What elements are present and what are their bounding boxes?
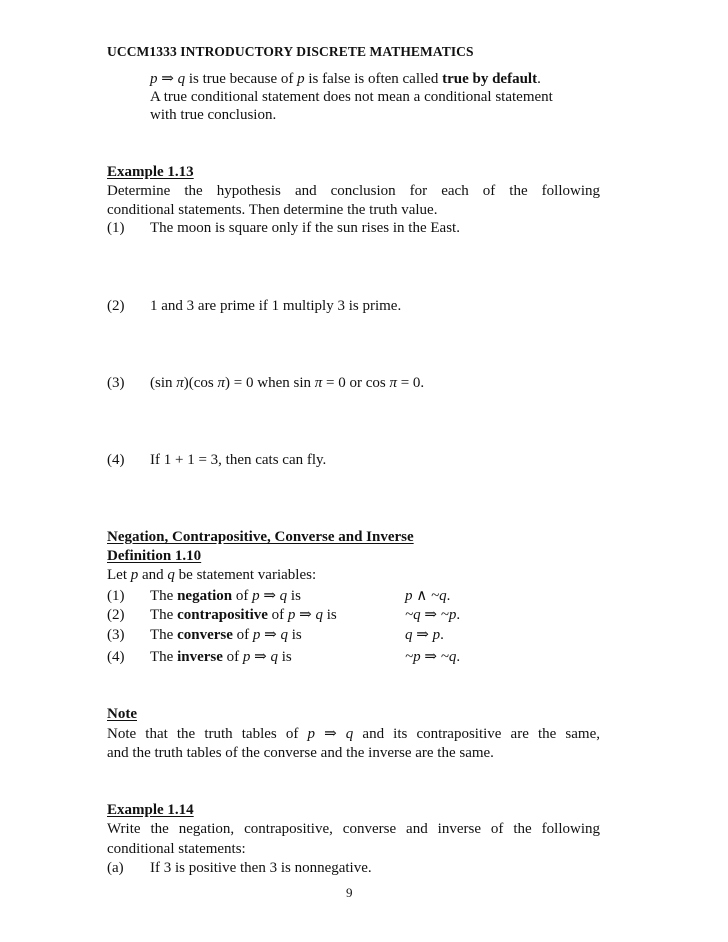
page-number: 9: [346, 885, 353, 900]
section-title: Negation, Contrapositive, Converse and Inverse: [107, 529, 414, 545]
definition-let-line: Let p and q be statement variables:: [107, 567, 317, 583]
example-113-title: Example 1.13: [107, 164, 194, 180]
example-114-line-2: conditional statements:: [107, 841, 246, 857]
example-114-line-1: Write the negation, contrapositive, converse and inverse of the following: [107, 821, 600, 837]
note-line-1: Note that the truth tables of p ⇒ q and its contrapositive are the same,: [107, 726, 600, 742]
definition-110-title: Definition 1.10: [107, 548, 202, 564]
note-line-2: and the truth tables of the converse and the inverse are the same.: [107, 745, 494, 761]
intro-line-1: p ⇒ q is true because of p is false is often called true by default.: [150, 71, 541, 87]
intro-line-3: with true conclusion.: [150, 107, 277, 123]
note-title: Note: [107, 706, 137, 722]
example-113-line-2: conditional statements. Then determine the truth value.: [107, 202, 438, 218]
true-by-default-term: true by default: [442, 71, 538, 87]
example-113-line-1: Determine the hypothesis and conclusion for each of the following: [107, 183, 600, 199]
example-114-title: Example 1.14: [107, 802, 194, 818]
intro-line-2: A true conditional statement does not mean a conditional statement: [150, 89, 553, 105]
course-header: UCCM1333 INTRODUCTORY DISCRETE MATHEMATICS: [107, 44, 474, 59]
